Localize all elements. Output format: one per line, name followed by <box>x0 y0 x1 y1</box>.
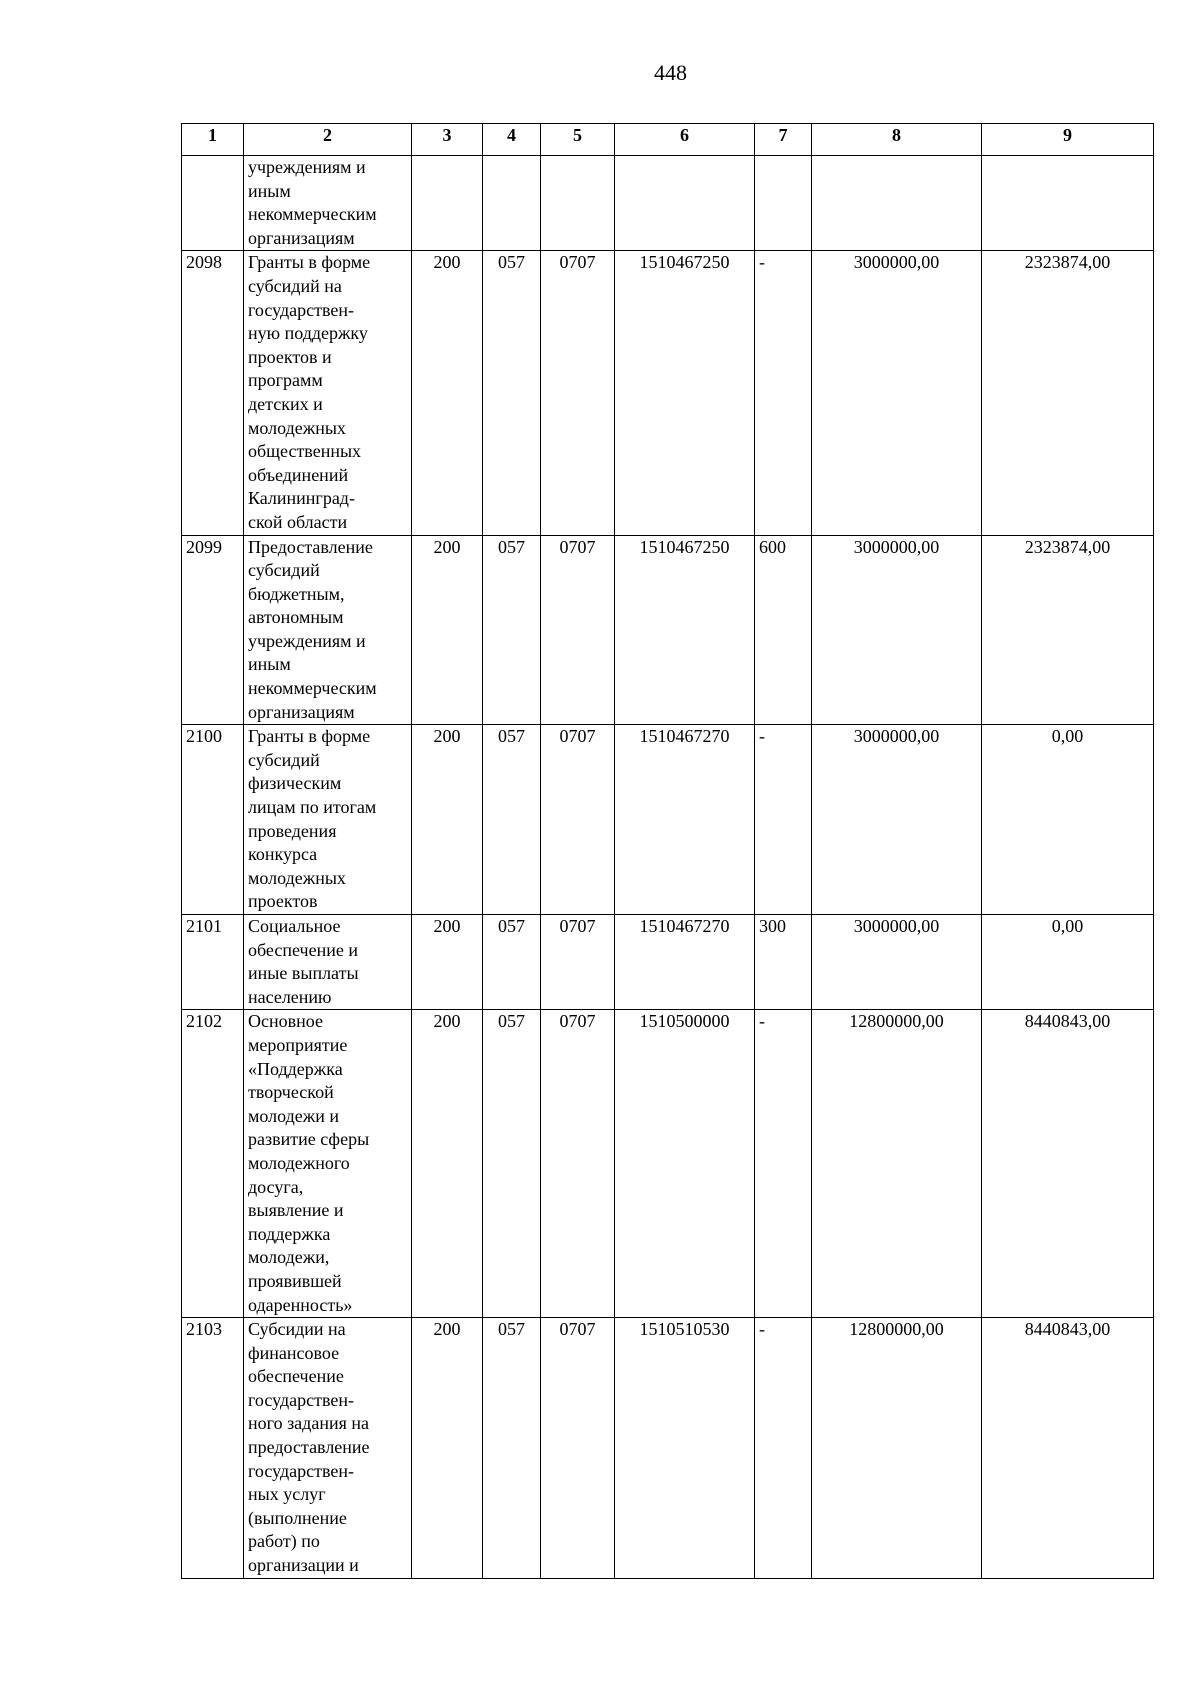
row-col7: - <box>755 1318 812 1579</box>
col-header-7: 7 <box>755 124 812 156</box>
row-col9: 2323874,00 <box>982 251 1154 535</box>
row-description: Предоставление субсидий бюджетным, автономным учреждениям и иным некоммерческим организациям <box>244 535 412 725</box>
row-col9 <box>982 156 1154 251</box>
table-row <box>182 156 1154 251</box>
table-row <box>182 725 1154 915</box>
row-description: Субсидии на финансовое обеспечение государствен- ного задания на предоставление государствен- ных услуг (выполнение работ) по организации и <box>244 1318 412 1579</box>
budget-table <box>181 123 1154 1579</box>
row-col7: - <box>755 725 812 915</box>
row-id: 2103 <box>182 1318 244 1579</box>
row-col5: 0707 <box>541 251 615 535</box>
row-description: учреждениям и иным некоммерческим организациям <box>244 156 412 251</box>
col-header-3: 3 <box>412 124 483 156</box>
col-header-2: 2 <box>244 124 412 156</box>
col-header-1: 1 <box>182 124 244 156</box>
row-col8 <box>812 156 982 251</box>
col-header-5: 5 <box>541 124 615 156</box>
row-col7: 600 <box>755 535 812 725</box>
table-row <box>182 251 1154 535</box>
page-number: 448 <box>654 60 687 85</box>
row-description: Гранты в форме субсидий на государствен- ную поддержку проектов и программ детских и молодежных общественных объединений Калининград- ской области <box>244 251 412 535</box>
table-row <box>182 1318 1154 1579</box>
row-id: 2100 <box>182 725 244 915</box>
row-col6 <box>615 156 755 251</box>
row-col9: 8440843,00 <box>982 1318 1154 1579</box>
row-col4: 057 <box>483 251 541 535</box>
row-id: 2101 <box>182 915 244 1010</box>
row-col6: 1510510530 <box>615 1318 755 1579</box>
row-id <box>182 156 244 251</box>
row-col4: 057 <box>483 1010 541 1318</box>
row-id: 2098 <box>182 251 244 535</box>
row-col6: 1510467270 <box>615 725 755 915</box>
row-col4: 057 <box>483 1318 541 1579</box>
row-col4: 057 <box>483 535 541 725</box>
row-col5: 0707 <box>541 725 615 915</box>
col-header-9: 9 <box>982 124 1154 156</box>
row-col9: 2323874,00 <box>982 535 1154 725</box>
row-col5: 0707 <box>541 915 615 1010</box>
row-col3: 200 <box>412 1010 483 1318</box>
table-row <box>182 1010 1154 1318</box>
row-col4: 057 <box>483 725 541 915</box>
row-col8: 3000000,00 <box>812 535 982 725</box>
row-col7 <box>755 156 812 251</box>
row-col6: 1510467250 <box>615 535 755 725</box>
col-header-8: 8 <box>812 124 982 156</box>
table-row <box>182 915 1154 1010</box>
row-description: Гранты в форме субсидий физическим лицам по итогам проведения конкурса молодежных проектов <box>244 725 412 915</box>
row-col9: 8440843,00 <box>982 1010 1154 1318</box>
row-col8: 12800000,00 <box>812 1010 982 1318</box>
row-col5: 0707 <box>541 1318 615 1579</box>
row-col5: 0707 <box>541 1010 615 1318</box>
row-col6: 1510467270 <box>615 915 755 1010</box>
row-col6: 1510467250 <box>615 251 755 535</box>
row-col7: 300 <box>755 915 812 1010</box>
row-col3: 200 <box>412 535 483 725</box>
row-col8: 3000000,00 <box>812 251 982 535</box>
row-col8: 3000000,00 <box>812 725 982 915</box>
row-col5: 0707 <box>541 535 615 725</box>
row-col3: 200 <box>412 1318 483 1579</box>
row-col3: 200 <box>412 915 483 1010</box>
row-col8: 3000000,00 <box>812 915 982 1010</box>
row-col6: 1510500000 <box>615 1010 755 1318</box>
row-col9: 0,00 <box>982 725 1154 915</box>
row-description: Социальное обеспечение и иные выплаты населению <box>244 915 412 1010</box>
row-col9: 0,00 <box>982 915 1154 1010</box>
row-description: Основное мероприятие «Поддержка творческой молодежи и развитие сферы молодежного досуга, выявление и поддержка молодежи, проявившей одаренность» <box>244 1010 412 1318</box>
row-id: 2102 <box>182 1010 244 1318</box>
row-col7: - <box>755 1010 812 1318</box>
row-col5 <box>541 156 615 251</box>
table-row <box>182 535 1154 725</box>
col-header-4: 4 <box>483 124 541 156</box>
row-col3: 200 <box>412 725 483 915</box>
row-col3: 200 <box>412 251 483 535</box>
col-header-6: 6 <box>615 124 755 156</box>
row-id: 2099 <box>182 535 244 725</box>
row-col8: 12800000,00 <box>812 1318 982 1579</box>
row-col4: 057 <box>483 915 541 1010</box>
row-col4 <box>483 156 541 251</box>
row-col3 <box>412 156 483 251</box>
header-row <box>182 124 1154 156</box>
row-col7: - <box>755 251 812 535</box>
